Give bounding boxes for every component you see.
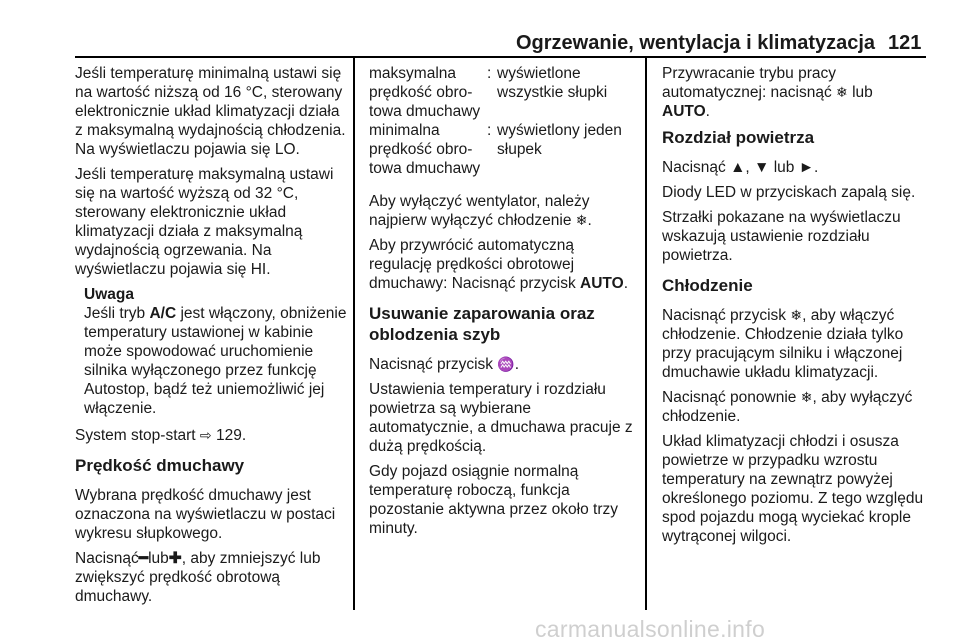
heading-fan-speed: Prędkość dmuchawy xyxy=(75,456,245,475)
ac-label: A/C xyxy=(149,305,177,322)
paragraph-defrost-auto: Ustawienia temperatury i rozdziału powietrza są wybierane automatycznie, a dmuchawa pracuje z dużą prędkością. xyxy=(369,381,633,455)
def-min: wyświetlony jeden słupek xyxy=(497,122,622,158)
heading-air-distribution: Rozdział powietrza xyxy=(662,128,815,147)
watermark: carmanualsonline.info xyxy=(535,616,766,642)
column-2 xyxy=(369,64,635,544)
note-text: Jeśli tryb A/C jest włączony, obniżenie temperatury ustawionej w kabinie może spowodować uruchomienie silnika wyłączonego przez funkcję Autostop, bądź też uniemożliwić jej włączenie. xyxy=(84,305,347,417)
triangle-right-icon: ► xyxy=(798,159,815,176)
term-min: minimalna prędkość obrotowa dmuchawy xyxy=(369,122,481,177)
triangle-down-icon: ▼ xyxy=(754,159,770,176)
header-rule xyxy=(75,56,926,58)
paragraph-air-buttons: Nacisnąć ▲, ▼ lub ►. xyxy=(662,159,819,176)
heading-cooling: Chłodzenie xyxy=(662,276,753,295)
snowflake-icon: ❄ xyxy=(836,84,848,100)
arrow-right-outline-icon: ⇨ xyxy=(199,427,212,443)
paragraph-fan-buttons: Nacisnąć━lub✚, aby zmniejszyć lub zwiększyć prędkość obrotową dmuchawy. xyxy=(75,550,321,605)
term-max: maksymalna prędkość obrotowa dmuchawy xyxy=(369,65,481,120)
paragraph-fan-display: Wybrana prędkość dmuchawy jest oznaczona na wyświetlaczu w postaci wykresu słupkowego. xyxy=(75,487,336,542)
note-box xyxy=(75,285,347,418)
snowflake-icon: ❄ xyxy=(575,212,588,228)
separator: : xyxy=(487,122,492,139)
page-header-title: Ogrzewanie, wentylacja i klimatyzacja xyxy=(516,32,876,54)
page-number: 121 xyxy=(888,32,922,54)
auto-label: AUTO xyxy=(580,275,624,292)
column-divider-2 xyxy=(645,57,647,610)
paragraph-min-temp: Jeśli temperaturę minimalną ustawi się na wartość niższą od 16 °C, sterowany elektronicznie układ klimatyzacji działa z maksymalną wydajnością chłodzenia. Na wyświetlaczu pojawia się LO. xyxy=(75,65,346,158)
paragraph-defrost-duration: Gdy pojazd osiągnie normalną temperaturę roboczą, funkcja pozostanie aktywna przez około trzy minuty. xyxy=(369,463,618,537)
paragraph-restore-auto: Przywracanie trybu pracy automatycznej: nacisnąć ❄ lub AUTO. xyxy=(662,65,873,120)
paragraph-arrows: Strzałki pokazane na wyświetlaczu wskazują ustawienie rozdziału powietrza. xyxy=(662,209,901,264)
paragraph-defrost-button: Nacisnąć przycisk ♒. xyxy=(369,356,520,373)
paragraph-cooling-on: Nacisnąć przycisk ❄, aby włączyć chłodzenie. Chłodzenie działa tylko przy pracującym silniku i włączonej dmuchawie układu klimatyzacji. xyxy=(662,307,904,381)
minus-icon: ━ xyxy=(138,550,149,567)
paragraph-condensation: Układ klimatyzacji chłodzi i osusza powietrze w przypadku wzrostu temperatury na zewnątrz powyżej określonego poziomu. Z tego względu spod pojazdu mogą wyciekać krople wytrąconej wilgoci. xyxy=(662,433,924,545)
triangle-up-icon: ▲ xyxy=(730,159,746,176)
auto-label: AUTO xyxy=(662,103,706,120)
column-1 xyxy=(75,64,347,612)
paragraph-fan-off: Aby wyłączyć wentylator, należy najpierw wyłączyć chłodzenie ❄. xyxy=(369,193,592,229)
note-title: Uwaga xyxy=(84,286,134,303)
plus-icon: ✚ xyxy=(168,550,182,567)
paragraph-leds: Diody LED w przyciskach zapalą się. xyxy=(662,184,916,201)
separator: : xyxy=(487,65,492,82)
paragraph-cooling-off: Nacisnąć ponownie ❄, aby wyłączyć chłodzenie. xyxy=(662,389,913,425)
column-3 xyxy=(662,64,928,552)
stop-start-reference: System stop-start ⇨ 129. xyxy=(75,427,247,444)
heading-defrost: Usuwanie zaparowania oraz oblodzenia szyb xyxy=(369,304,595,344)
windshield-defrost-icon: ♒ xyxy=(497,356,515,372)
paragraph-max-temp: Jeśli temperaturę maksymalną ustawi się na wartość wyższą od 32 °C, sterowany elektronicznie układ klimatyzacji działa z maksymalną wydajnością ogrzewania. Na wyświetlaczu pojawia się HI. xyxy=(75,166,334,278)
snowflake-icon: ❄ xyxy=(800,389,813,405)
page-link[interactable]: 129. xyxy=(215,427,247,444)
column-divider-1 xyxy=(353,57,355,610)
def-max: wyświetlone wszystkie słupki xyxy=(497,65,608,101)
paragraph-auto-restore: Aby przywrócić automatyczną regulację prędkości obrotowej dmuchawy: Nacisnąć przycisk AUTO. xyxy=(369,237,628,292)
snowflake-icon: ❄ xyxy=(790,307,803,323)
fan-speed-table xyxy=(369,64,635,178)
